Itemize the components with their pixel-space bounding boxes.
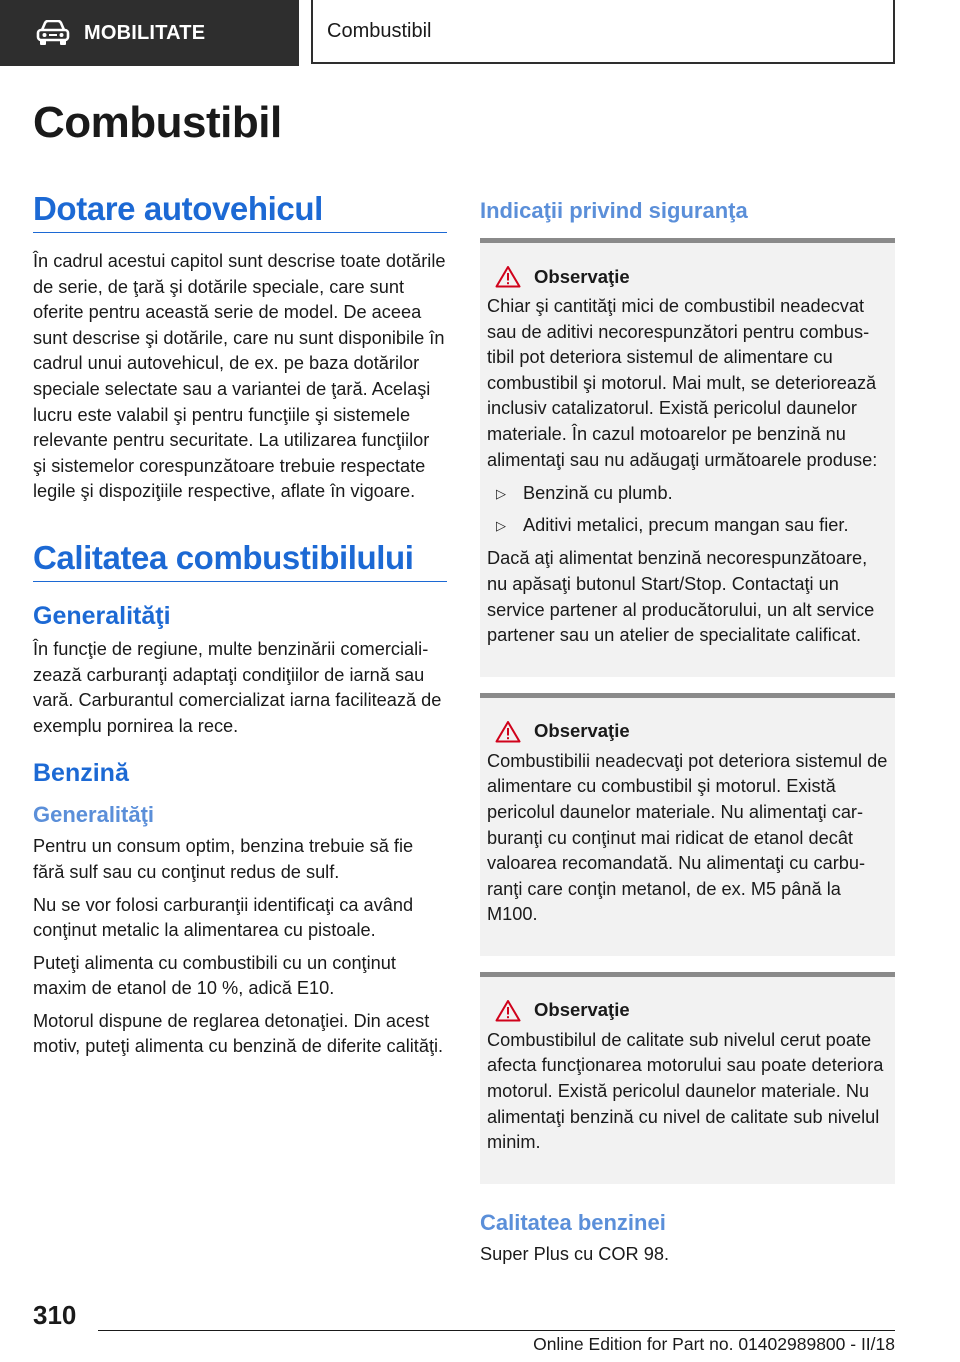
bullet-triangle-icon: ▷ [496,517,506,533]
section-label: MOBILITATE [84,21,206,44]
heading-indicatii-siguranta: Indicaţii privind siguranţa [480,198,748,223]
page-footer [0,1290,960,1362]
page-title: Combustibil [33,98,282,147]
paragraph-dotare: În cadrul acestui capitol sunt descrise toate dotările de serie, de ţară şi dotările speciale, care sunt oferite pentru această serie de model. De aceea sunt descrise şi dotările, care nu sunt disponibile în cadrul unui autovehicul, de ex. pe baza dotărilor speciale selectate sau a variantei de ţară. Acelaşi lucru este valabil şi pentru funcţiile şi sistemele relevante pentru securitate. La utilizarea funcţiilor şi sistemelor corespunzătoare trebuie respectate legile şi dispoziţiile respective, aflate în vigoare. [33,251,446,502]
note-header [487,999,888,1022]
breadcrumb [311,0,895,64]
note-header [487,265,888,288]
note-box [480,972,895,1184]
left-column [33,190,447,1067]
note-title: Observaţie [534,999,630,1021]
note-header [487,720,888,743]
paragraph-benzina-1: Pentru un consum optim, benzina trebuie să fie fără sulf sau cu conţinut redus de sulf. [33,836,414,882]
paragraph-calitatea-benzinei: Super Plus cu COR 98. [480,1243,670,1264]
breadcrumb-label: Combustibil [327,19,432,42]
list-item: ▷ Aditivi metalici, precum mangan sau fier. [487,513,888,539]
subheading-generalitati: Generalităţi [33,802,155,828]
note-paragraph: Chiar şi cantităţi mici de combustibil neadecvat sau de aditivi necorespunzători pentru combustibil pot deteriora sistemul de alimentare cu combustibil şi motorul. Mai mult, se deteriorează inclusiv catalizatorul. Există pericolul daunelor materiale. În cazul motoarelor pe benzină nu alimentaţi sau nu adăugaţi următoarele produse: [487,296,878,470]
bullet-triangle-icon: ▷ [496,486,506,502]
heading-dotare-autovehicul: Dotare autovehicul [33,190,447,233]
section-tab [0,0,299,66]
warning-triangle-icon [495,720,521,743]
heading-calitatea-combustibilului: Calitatea combustibilului [33,539,447,582]
warning-triangle-icon [495,999,521,1022]
right-column [480,190,895,1274]
page-header [0,0,960,66]
note-title: Observaţie [534,720,630,742]
note-paragraph: Dacă aţi alimentat benzină necorespunzătoare, nu apăsaţi butonul Start/Stop. Contactaţi un service partener al producătorului, un alt service partener sau un atelier de specialitate calificat. [487,548,875,646]
heading-benzina: Benzină [33,759,129,788]
paragraph-benzina-3: Puteţi alimenta cu combustibili cu un conţinut maxim de etanol de 10 %, adică E10. [33,952,396,999]
note-paragraph: Combustibilii neadecvaţi pot deteriora sistemul de alimentare cu combustibil şi motorul. Există pericolul daunelor materiale. Nu alimentaţi carburanţi cu conţinut mai ridicat de etanol decât valoarea recomandată. Nu alimentaţi cu carburanţi care conţin metanol, de ex. M5 până la M100. [487,750,888,925]
note-box [480,693,895,956]
page-number: 310 [33,1300,77,1330]
car-icon [36,20,70,46]
heading-calitatea-benzinei: Calitatea benzinei [480,1209,666,1235]
note-list [487,481,888,538]
heading-generalitati: Generalităţi [33,601,171,630]
note-paragraph: Combustibilul de calitate sub nivelul cerut poate afecta funcţionarea motorului sau poate deteriora motorul. Există pericolul daunelor materiale. Nu alimentaţi benzină cu nivel de calitate sub nivelul minim. [487,1029,884,1153]
edition-label: Online Edition for Part no. 01402989800 - II/18 [533,1334,895,1354]
list-item: ▷ Benzină cu plumb. [487,481,888,507]
paragraph-benzina-2: Nu se vor folosi carburanţii identificaţi ca având conţinut metalic la alimentarea cu pistoale. [33,894,414,941]
paragraph-generalitati: În funcţie de regiune, multe benzinării comercializează carburanţi adaptaţi condiţiilor de iarnă sau vară. Carburantul comercializat iarna facilitează de exemplu pornirea la rece. [33,638,442,736]
note-title: Observaţie [534,265,630,287]
warning-triangle-icon [495,265,521,288]
footer-divider [98,1330,895,1331]
paragraph-benzina-4: Motorul dispune de reglarea detonaţiei. Din acest motiv, puteţi alimenta cu benzină de diferite calităţi. [33,1010,444,1057]
note-box [480,238,895,677]
